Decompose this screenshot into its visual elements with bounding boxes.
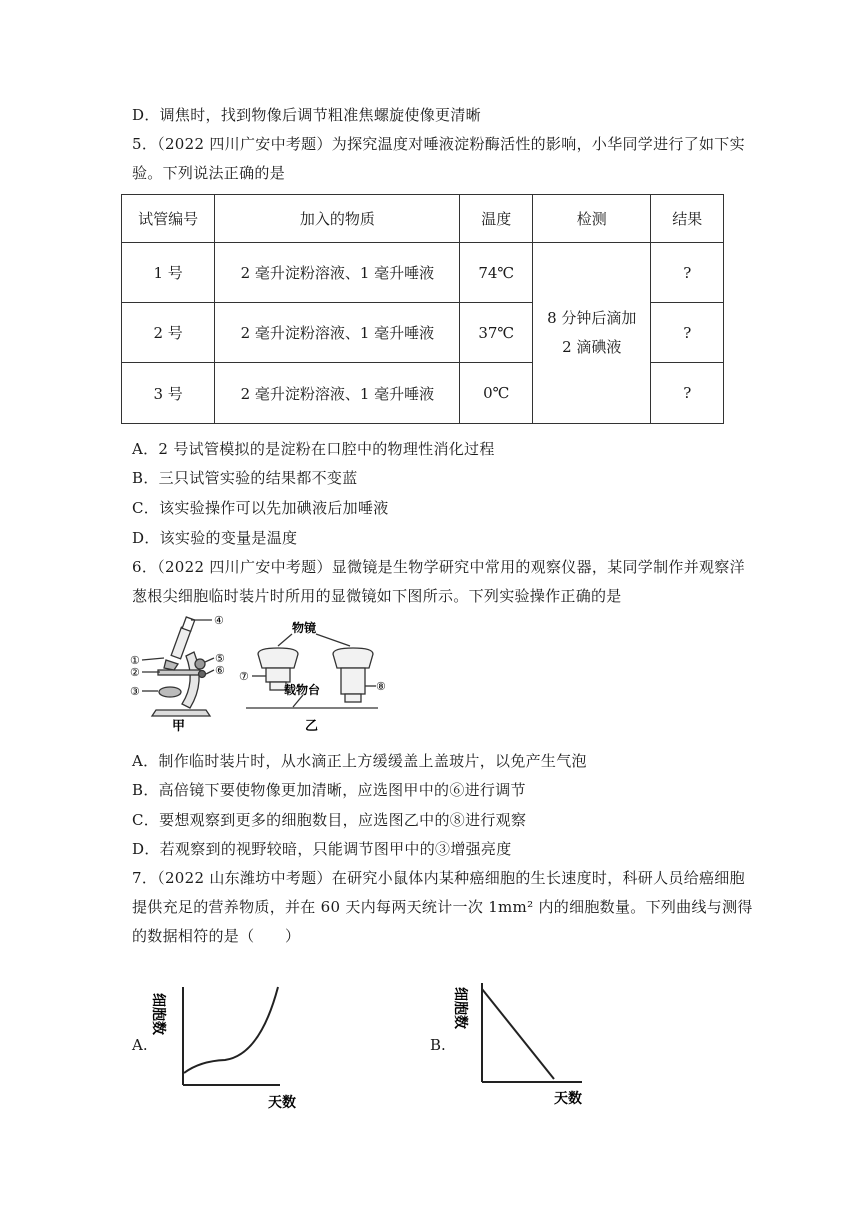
cell-detect: 8 分钟后滴加 2 滴碘液 bbox=[533, 243, 651, 424]
graph-b bbox=[448, 975, 608, 1115]
marker-7: ⑦ bbox=[239, 670, 249, 683]
cell-tube: 3 号 bbox=[122, 363, 215, 424]
objective-label: 物镜 bbox=[292, 621, 317, 635]
header-result: 结果 bbox=[651, 195, 724, 243]
q6-option-c: C．要想观察到更多的细胞数目，应选图乙中的⑧进行观察 bbox=[132, 811, 527, 829]
graph-a bbox=[150, 975, 300, 1115]
marker-8: ⑧ bbox=[376, 680, 386, 693]
cell-tube: 1 号 bbox=[122, 243, 215, 303]
cell-result: ? bbox=[651, 243, 724, 303]
graph-a-curve bbox=[184, 987, 278, 1073]
cell-result: ? bbox=[651, 303, 724, 363]
q6-option-d: D．若观察到的视野较暗，只能调节图甲中的③增强亮度 bbox=[132, 840, 512, 858]
marker-1: ① bbox=[130, 654, 140, 667]
figure-label-yi: 乙 bbox=[305, 719, 319, 734]
table-header-row bbox=[122, 195, 724, 243]
q7-stem-line2: 提供充足的营养物质，并在 60 天内每两天统计一次 1mm² 内的细胞数量。下列曲线与测得 bbox=[132, 898, 753, 916]
q5-option-d: D．该实验的变量是温度 bbox=[132, 529, 298, 547]
q4-option-d: D．调焦时，找到物像后调节粗准焦螺旋使像更清晰 bbox=[132, 106, 481, 124]
q5-stem-line2: 验。下列说法正确的是 bbox=[132, 164, 286, 182]
header-temp: 温度 bbox=[460, 195, 533, 243]
marker-2: ② bbox=[130, 666, 140, 679]
marker-4: ④ bbox=[214, 614, 224, 627]
q6-option-a: A．制作临时装片时，从水滴正上方缓缓盖上盖玻片，以免产生气泡 bbox=[132, 752, 587, 770]
cell-temp: 74℃ bbox=[460, 243, 533, 303]
q5-option-b: B．三只试管实验的结果都不变蓝 bbox=[132, 469, 358, 487]
cell-temp: 0℃ bbox=[460, 363, 533, 424]
cell-result: ? bbox=[651, 363, 724, 424]
graph-b-xlabel: 天数 bbox=[554, 1091, 582, 1107]
figure-label-jia: 甲 bbox=[172, 719, 186, 734]
experiment-table bbox=[121, 194, 724, 424]
graph-b-line bbox=[482, 989, 554, 1079]
marker-3: ③ bbox=[130, 685, 140, 698]
q7-option-b-label: B. bbox=[430, 1036, 446, 1054]
microscope-figure bbox=[128, 612, 388, 737]
microscope-drawing bbox=[142, 617, 214, 716]
graph-b-ylabel: 细胞数 bbox=[452, 987, 468, 1029]
graph-a-ylabel: 细胞数 bbox=[150, 993, 166, 1035]
q6-stem-line2: 葱根尖细胞临时装片时所用的显微镜如下图所示。下列实验操作正确的是 bbox=[132, 587, 622, 605]
header-substance: 加入的物质 bbox=[215, 195, 460, 243]
q5-option-c: C．该实验操作可以先加碘液后加唾液 bbox=[132, 499, 389, 517]
header-tube: 试管编号 bbox=[122, 195, 215, 243]
cell-substance: 2 毫升淀粉溶液、1 毫升唾液 bbox=[215, 363, 460, 424]
q7-option-a-label: A. bbox=[132, 1036, 148, 1054]
cell-substance: 2 毫升淀粉溶液、1 毫升唾液 bbox=[215, 243, 460, 303]
graph-a-xlabel: 天数 bbox=[268, 1095, 296, 1111]
q7-stem-line3: 的数据相符的是（ ） bbox=[132, 927, 301, 945]
q6-option-b: B．高倍镜下要使物像更加清晰，应选图甲中的⑥进行调节 bbox=[132, 781, 526, 799]
q6-stem-line1: 6．（2022 四川广安中考题）显微镜是生物学研究中常用的观察仪器，某同学制作并观察洋 bbox=[132, 558, 745, 576]
header-detect: 检测 bbox=[533, 195, 651, 243]
cell-temp: 37℃ bbox=[460, 303, 533, 363]
cell-tube: 2 号 bbox=[122, 303, 215, 363]
marker-5: ⑤ bbox=[215, 652, 225, 665]
q5-stem-line1: 5．（2022 四川广安中考题）为探究温度对唾液淀粉酶活性的影响，小华同学进行了如下实 bbox=[132, 135, 745, 153]
table-row bbox=[122, 243, 724, 303]
marker-6: ⑥ bbox=[215, 664, 225, 677]
stage-label: 载物台 bbox=[284, 683, 321, 697]
cell-substance: 2 毫升淀粉溶液、1 毫升唾液 bbox=[215, 303, 460, 363]
q5-option-a: A．2 号试管模拟的是淀粉在口腔中的物理性消化过程 bbox=[132, 440, 495, 458]
q7-stem-line1: 7．（2022 山东潍坊中考题）在研究小鼠体内某种癌细胞的生长速度时，科研人员给癌细胞 bbox=[132, 869, 745, 887]
